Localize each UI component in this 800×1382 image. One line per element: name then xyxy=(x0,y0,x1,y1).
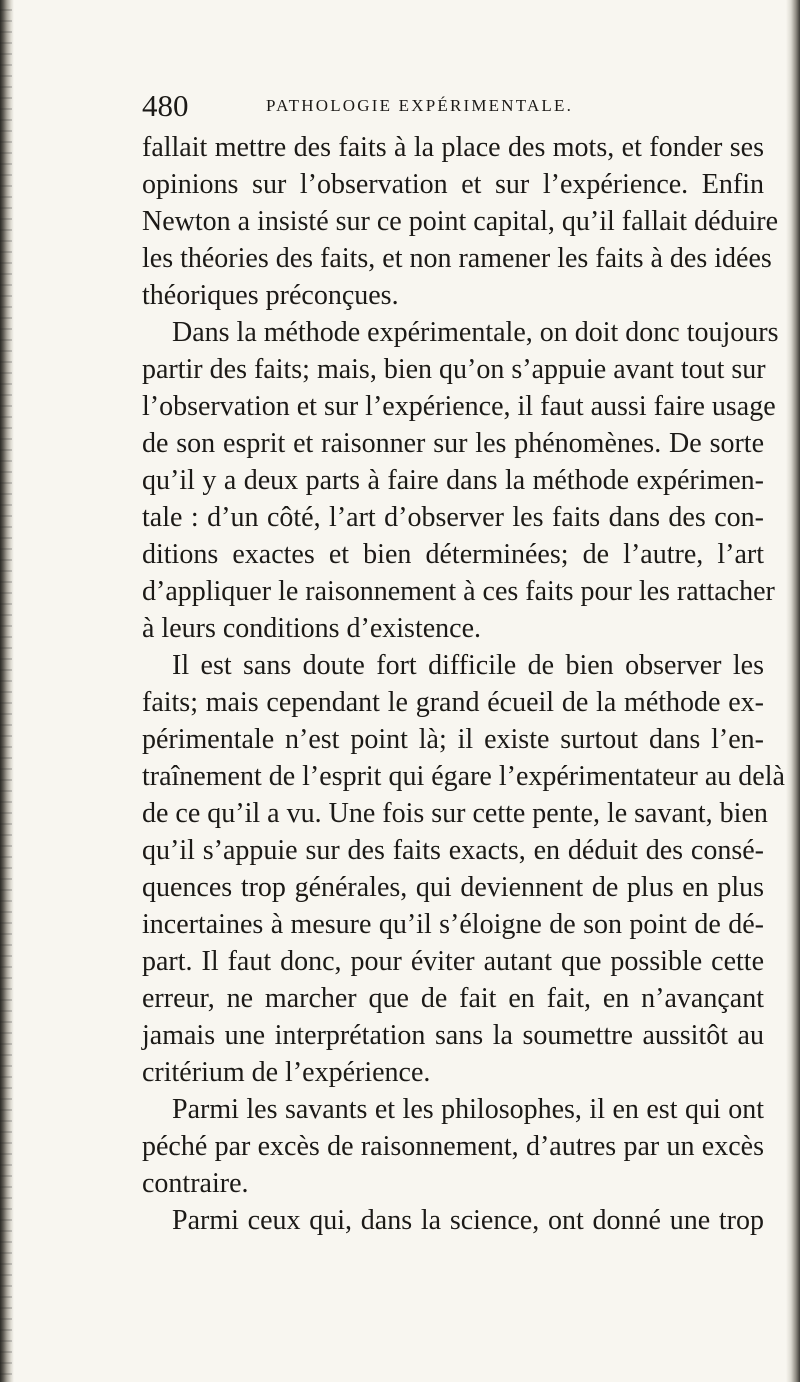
text-line: de ce qu’il a vu. Une fois sur cette pente, le savant, bien xyxy=(142,798,768,829)
text-line: erreur, ne marcher que de fait en fait, en n’avançant xyxy=(142,983,764,1014)
text-line: Newton a insisté sur ce point capital, qu’il fallait déduire xyxy=(142,206,779,237)
body-text xyxy=(142,129,785,1239)
text-line: jamais une interprétation sans la soumettre aussitôt au xyxy=(142,1020,764,1051)
text-line: partir des faits; mais, bien qu’on s’appuie avant tout sur xyxy=(142,354,766,385)
text-line: péché par excès de raisonnement, d’autres par un excès xyxy=(142,1131,764,1162)
text-line: qu’il y a deux parts à faire dans la méthode expérimen- xyxy=(142,465,764,496)
text-line: Dans la méthode expérimentale, on doit donc toujours xyxy=(172,317,779,348)
text-line: l’observation et sur l’expérience, il faut aussi faire usage xyxy=(142,391,776,422)
text-line: faits; mais cependant le grand écueil de la méthode ex- xyxy=(142,687,764,718)
text-line: critérium de l’expérience. xyxy=(142,1057,431,1088)
text-line: théoriques préconçues. xyxy=(142,280,399,311)
text-line: ditions exactes et bien déterminées; de l’autre, l’art xyxy=(142,539,764,570)
text-line: opinions sur l’observation et sur l’expérience. Enfin xyxy=(142,169,764,200)
text-line: d’appliquer le raisonnement à ces faits pour les rattacher xyxy=(142,576,775,607)
text-line: incertaines à mesure qu’il s’éloigne de son point de dé- xyxy=(142,909,764,940)
text-line: part. Il faut donc, pour éviter autant que possible cette xyxy=(142,946,764,977)
text-line: tale : d’un côté, l’art d’observer les faits dans des con- xyxy=(142,502,764,533)
text-line: Parmi ceux qui, dans la science, ont donné une trop xyxy=(172,1205,764,1236)
running-head: PATHOLOGIE EXPÉRIMENTALE. xyxy=(266,96,574,115)
page-edge-shadow xyxy=(786,0,800,1382)
text-line: périmentale n’est point là; il existe surtout dans l’en- xyxy=(142,724,764,755)
text-line: à leurs conditions d’existence. xyxy=(142,613,482,644)
page-number: 480 xyxy=(142,88,189,123)
text-line: qu’il s’appuie sur des faits exacts, en déduit des consé- xyxy=(142,835,764,866)
text-line: de son esprit et raisonner sur les phénomènes. De sorte xyxy=(142,428,764,459)
page-header xyxy=(142,88,732,124)
text-line: quences trop générales, qui deviennent de plus en plus xyxy=(142,872,764,903)
binding-gutter-texture xyxy=(0,0,12,1382)
text-line: les théories des faits, et non ramener les faits à des idées xyxy=(142,243,772,274)
text-line: contraire. xyxy=(142,1168,249,1199)
text-line: Il est sans doute fort difficile de bien observer les xyxy=(172,650,764,681)
text-line: traînement de l’esprit qui égare l’expérimentateur au delà xyxy=(142,761,785,792)
text-line: Parmi les savants et les philosophes, il en est qui ont xyxy=(172,1094,764,1125)
text-line: fallait mettre des faits à la place des mots, et fonder ses xyxy=(142,132,764,163)
